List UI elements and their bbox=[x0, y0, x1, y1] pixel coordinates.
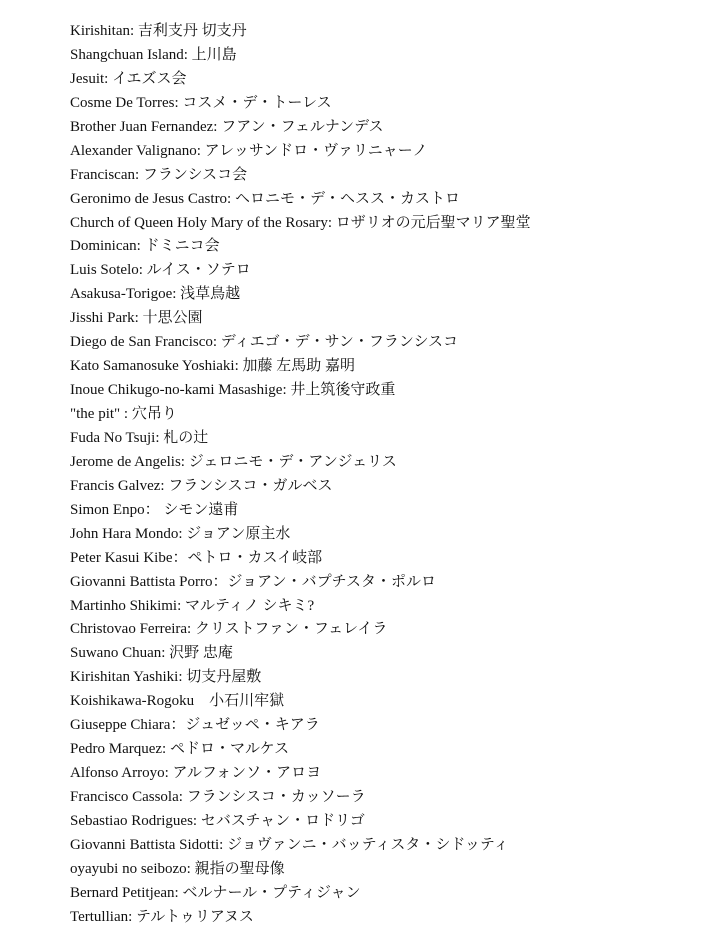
glossary-entry: Bernard Petitjean: ベルナール・プティジャン bbox=[70, 884, 361, 901]
glossary-entry: Jisshi Park: 十思公園 bbox=[70, 310, 203, 327]
glossary-entry: "the pit" : 穴吊り bbox=[70, 406, 177, 422]
glossary-entry: Fuda No Tsuji: 札の辻 bbox=[70, 429, 209, 446]
glossary-entry: Shangchuan Island: 上川島 bbox=[70, 46, 237, 63]
glossary-entry: Koishikawa-Rogoku 小石川牢獄 bbox=[70, 693, 285, 710]
glossary-entry: Alexander Valignano: アレッサンドロ・ヴァリニャーノ bbox=[70, 142, 428, 159]
glossary-entry: Luis Sotelo: ルイス・ソテロ bbox=[70, 262, 251, 279]
glossary-entry: Kirishitan: 吉利支丹 切支丹 bbox=[70, 23, 247, 39]
glossary-entry: Simon Enpo： シモン遠甫 bbox=[70, 501, 239, 518]
glossary-entry: Christovao Ferreira: クリストファン・フェレイラ bbox=[70, 621, 388, 638]
glossary-entry: Dominican: ドミニコ会 bbox=[70, 238, 220, 255]
glossary-entry: Asakusa-Torigoe: 浅草鳥越 bbox=[70, 286, 241, 303]
glossary-entry: Jesuit: イエズス会 bbox=[70, 70, 187, 87]
glossary-entry: Kirishitan Yashiki: 切支丹屋敷 bbox=[70, 669, 262, 686]
glossary-entry: Cosme De Torres: コスメ・デ・トーレス bbox=[70, 94, 332, 111]
glossary-entry: Giovanni Battista Sidotti: ジョヴァンニ・バッティスタ・シドッティ bbox=[70, 836, 509, 853]
glossary-entry: John Hara Mondo: ジョアン原主水 bbox=[70, 525, 291, 542]
glossary-entry: Peter Kasui Kibe：ペトロ・カスイ岐部 bbox=[70, 549, 323, 566]
glossary-entry: Alfonso Arroyo: アルフォンソ・アロヨ bbox=[70, 765, 322, 782]
glossary-entry: Suwano Chuan: 沢野 忠庵 bbox=[70, 645, 233, 662]
glossary-list bbox=[70, 20, 690, 930]
glossary-entry: Pedro Marquez: ペドロ・マルケス bbox=[70, 741, 290, 758]
glossary-entry: Tertullian: テルトゥリアヌス bbox=[70, 908, 254, 925]
glossary-entry: Martinho Shikimi: マルティノ シキミ? bbox=[70, 597, 315, 614]
glossary-entry: Kato Samanosuke Yoshiaki: 加藤 左馬助 嘉明 bbox=[70, 358, 356, 375]
glossary-entry: Diego de San Francisco: ディエゴ・デ・サン・フランシスコ bbox=[70, 334, 459, 351]
glossary-entry: Inoue Chikugo-no-kami Masashige: 井上筑後守政重 bbox=[70, 382, 396, 399]
glossary-entry: Geronimo de Jesus Castro: ヘロニモ・デ・ヘスス・カストロ bbox=[70, 190, 460, 207]
glossary-entry: Francisco Cassola: フランシスコ・カッソーラ bbox=[70, 789, 366, 805]
glossary-entry: Giovanni Battista Porro：ジョアン・バプチスタ・ポルロ bbox=[70, 573, 436, 590]
glossary-entry: oyayubi no seibozo: 親指の聖母像 bbox=[70, 860, 285, 877]
glossary-entry: Franciscan: フランシスコ会 bbox=[70, 166, 248, 183]
glossary-entry: Francis Galvez: フランシスコ・ガルベス bbox=[70, 477, 333, 494]
glossary-entry: Giuseppe Chiara：ジュゼッペ・キアラ bbox=[70, 717, 320, 734]
glossary-entry: Brother Juan Fernandez: フアン・フェルナンデス bbox=[70, 118, 384, 135]
glossary-entry: Jerome de Angelis: ジェロニモ・デ・アンジェリス bbox=[70, 453, 397, 470]
glossary-entry: Church of Queen Holy Mary of the Rosary: ロザリオの元后聖マリア聖堂 bbox=[70, 214, 531, 231]
glossary-entry: Sebastiao Rodrigues: セバスチャン・ロドリゴ bbox=[70, 812, 365, 829]
